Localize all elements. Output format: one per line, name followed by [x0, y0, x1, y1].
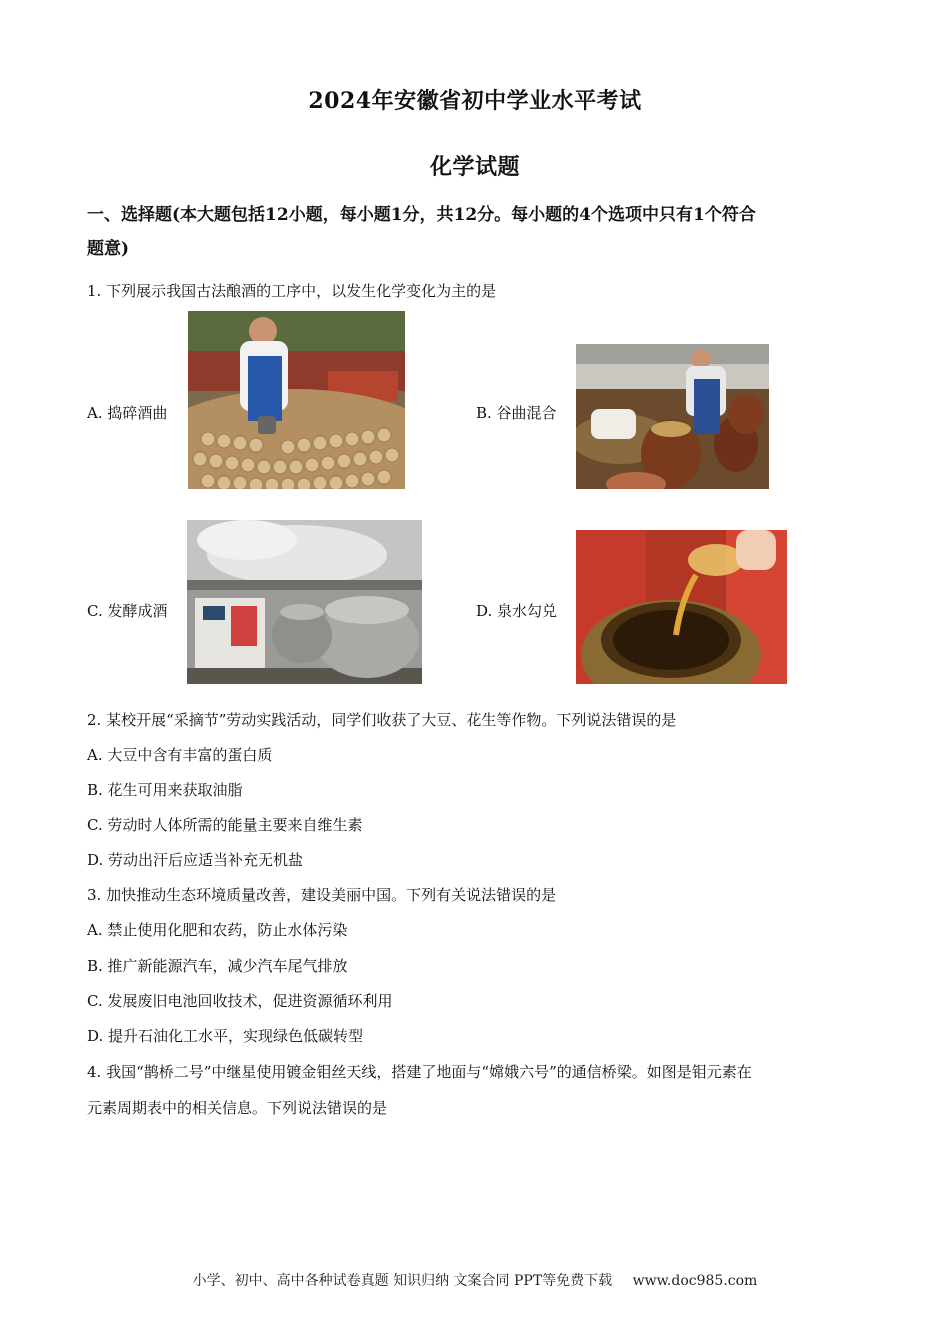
q3-option-d: D. 提升石油化工水平，实现绿色低碳转型 — [87, 1027, 364, 1045]
q3-stem: 3. 加快推动生态环境质量改善，建设美丽中国。下列有关说法错误的是 — [87, 886, 557, 904]
exam-subtitle: 化学试题 — [429, 154, 520, 180]
section-heading-line2: 题意) — [87, 239, 130, 259]
footer-link[interactable]: www.doc985.com — [632, 1273, 758, 1289]
q2-option-a: A. 大豆中含有丰富的蛋白质 — [87, 746, 273, 764]
q1-option-a-label: A. 捣碎酒曲 — [87, 404, 168, 422]
section-heading-line1: 一、选择题(本大题包括12小题，每小题1分，共12分。每小题的4个选项中只有1个符合 — [87, 205, 756, 225]
q2-option-b: B. 花生可用来获取油脂 — [87, 781, 243, 799]
page-footer — [0, 1270, 950, 1290]
q1-option-a-photo — [188, 311, 405, 489]
q2-stem: 2. 某校开展“采摘节”劳动实践活动，同学们收获了大豆、花生等作物。下列说法错误的是 — [87, 711, 677, 729]
q1-option-d-label: D. 泉水勾兑 — [476, 602, 558, 620]
q4-stem-line1: 4. 我国“鹊桥二号”中继星使用镀金钼丝天线，搭建了地面与“嫦娥六号”的通信桥梁。如图是钼元素在 — [87, 1063, 752, 1081]
q3-option-b: B. 推广新能源汽车，减少汽车尾气排放 — [87, 957, 348, 975]
q1-option-c-label: C. 发酵成酒 — [87, 602, 168, 620]
q1-option-c-photo — [187, 520, 422, 684]
section-heading — [87, 198, 867, 266]
q4-stem-line2: 元素周期表中的相关信息。下列说法错误的是 — [87, 1099, 388, 1117]
exam-title: 2024年安徽省初中学业水平考试 — [308, 88, 642, 114]
q1-option-b-label: B. 谷曲混合 — [476, 404, 557, 422]
q2-option-d: D. 劳动出汗后应适当补充无机盐 — [87, 851, 304, 869]
footer-text: 小学、初中、高中各种试卷真题 知识归纳 文案合同 PPT等免费下载 — [192, 1273, 613, 1289]
q1-stem: 1. 下列展示我国古法酿酒的工序中，以发生化学变化为主的是 — [87, 282, 497, 300]
q3-option-c: C. 发展废旧电池回收技术，促进资源循环利用 — [87, 992, 393, 1010]
q2-option-c: C. 劳动时人体所需的能量主要来自维生素 — [87, 816, 363, 834]
q1-option-b-photo — [576, 344, 769, 489]
q1-option-d-photo — [576, 530, 787, 684]
q3-option-a: A. 禁止使用化肥和农药，防止水体污染 — [87, 921, 348, 939]
